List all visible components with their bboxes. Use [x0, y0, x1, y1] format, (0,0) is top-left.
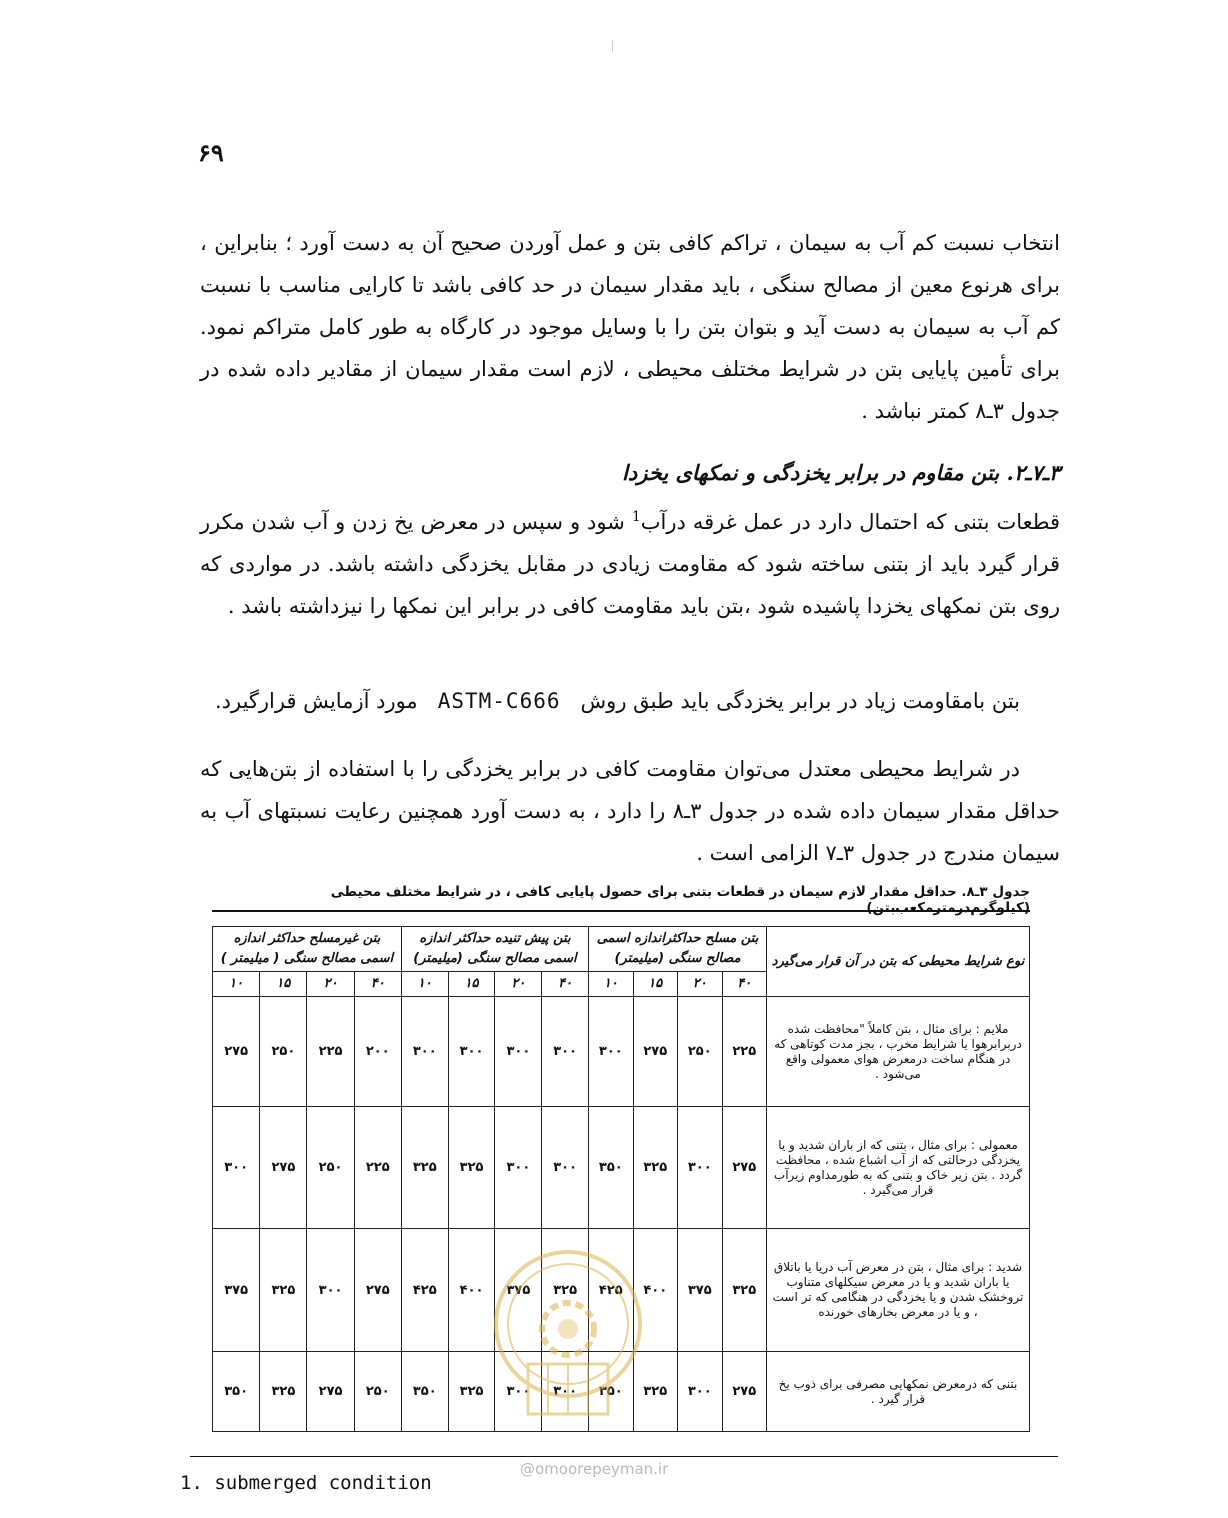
- group-header-plain: بتن غیرمسلح حداکثر اندازه اسمی مصالح سنگی ( میلیمتر ): [213, 927, 402, 972]
- table-cell: ۳۰۰: [542, 1107, 589, 1228]
- paragraph-intro: انتخاب نسبت کم آب به سیمان ، تراکم کافی بتن و عمل آوردن صحیح آن به دست آورد ؛ بنابراین ، برای هرنوع معین از مصالح سنگی ، باید مقدار سیمان در حد کافی باشد تا کارایی مناسب با نسبت کم آب به سیمان به دست آید و بتوان بتن را با وسایل موجود در کارگاه به طور کامل متراکم نمود. برای تأمین پایایی بتن در شرایط مختلف محیطی ، لازم است مقدار سیمان از مقادیر داده شده در جدول ۳ـ۸ کمتر نباشد .: [200, 231, 1060, 423]
- caption-rule: [212, 910, 1030, 912]
- table-cell: ۲۲۵: [354, 1107, 401, 1228]
- table-cell: ۲۷۵: [354, 1228, 401, 1352]
- table-cell: ۳۲۵: [542, 1228, 589, 1352]
- paragraph-astm: [200, 680, 1060, 722]
- top-scan-mark: [612, 40, 613, 52]
- size-header: ۱۵: [260, 972, 307, 997]
- table-cell: ۴۰۰: [633, 1228, 677, 1352]
- table-cell: ۲۷۵: [722, 1107, 766, 1228]
- condition-severe: شدید : برای مثال ، بتن در معرض آب دریا یا باتلاق یا باران شدید و یا در معرض سیکلهای متناوب تروخشک شدن و یا یخزدگی در هنگامی که تر است ، و یا در معرض بخارهای خورنده: [767, 1228, 1030, 1352]
- table-caption: جدول ۳ـ۸. حداقل مقدار لازم سیمان در قطعات بتنی برای حصول پایایی کافی ، در شرایط مختلف محیطی (کیلوگرم‌درمترمکعب‌بتن): [330, 884, 1030, 916]
- table-cell: ۳۵۰: [589, 1352, 633, 1432]
- table-row: [213, 1352, 1030, 1432]
- size-header: ۲۰: [678, 972, 722, 997]
- paragraph-freeze-thaw-part2: شود و سپس در معرض یخ زدن و آب شدن مکرر قرار گیرد باید از بتنی ساخته شود که مقاومت زیادی در مقابل یخزدگی داشته باشد. در مواردی که روی بتن نمکهای یخزدا پاشیده شود ،بتن باید مقاومت کافی در برابر این نمکها را نیزداشته باشد .: [200, 510, 1060, 618]
- footnote-rule: [190, 1456, 1058, 1457]
- size-header: ۱۰: [401, 972, 448, 997]
- cement-requirement-table: [212, 926, 1030, 1432]
- table-cell: ۲۷۵: [633, 997, 677, 1107]
- table-cell: ۳۰۰: [678, 1107, 722, 1228]
- table-cell: ۳۰۰: [448, 997, 495, 1107]
- table-row: [213, 1107, 1030, 1228]
- table-cell: ۴۲۵: [401, 1228, 448, 1352]
- table-cell: ۲۲۵: [722, 997, 766, 1107]
- table-cell: ۳۰۰: [542, 997, 589, 1107]
- table-cell: ۳۵۰: [213, 1352, 260, 1432]
- table-cell: ۳۲۵: [448, 1107, 495, 1228]
- table-cell: ۳۰۰: [213, 1107, 260, 1228]
- table-cell: ۲۲۵: [307, 997, 354, 1107]
- table-cell: ۳۲۵: [448, 1352, 495, 1432]
- astm-code: ASTM-C666: [437, 689, 561, 713]
- table-cell: ۳۲۵: [633, 1352, 677, 1432]
- table-cell: ۲۵۰: [307, 1107, 354, 1228]
- condition-normal: معمولی : برای مثال ، بتنی که از باران شدید و یا یخزدگی درحالتی که از آب اشباع شده ، محافظت گردد . بتن زیر خاک و بتنی که به طورمداوم زیرآب قرار می‌گیرد .: [767, 1107, 1030, 1228]
- condition-header: نوع شرایط محیطی که بتن در آن قرار می‌گیرد: [767, 927, 1030, 997]
- table-cell: ۳۷۵: [678, 1228, 722, 1352]
- table-cell: ۳۰۰: [401, 997, 448, 1107]
- size-header: ۱۰: [213, 972, 260, 997]
- footnote-ref: 1: [631, 509, 641, 525]
- size-header: ۲۰: [307, 972, 354, 997]
- table-cell: ۳۰۰: [495, 997, 542, 1107]
- size-header: ۱۵: [633, 972, 677, 997]
- table-cell: ۳۷۵: [495, 1228, 542, 1352]
- table-cell: ۲۵۰: [354, 1352, 401, 1432]
- size-header: ۴۰: [722, 972, 766, 997]
- table-cell: ۳۲۵: [633, 1107, 677, 1228]
- condition-mild: ملایم : برای مثال ، بتن کاملاً "محافظت شده دربرابرهوا یا شرایط مخرب ، بجز مدت کوتاهی که در هنگام ساخت درمعرض هوای معمولی واقع می‌شود .: [767, 997, 1030, 1107]
- condition-deicing-salts: بتنی که درمعرض نمکهایی مصرفی برای ذوب یخ قرار گیرد .: [767, 1352, 1030, 1432]
- group-header-reinforced: بتن مسلح حداکثراندازه اسمی مصالح سنگی (میلیمتر): [589, 927, 767, 972]
- table-cell: ۳۷۵: [213, 1228, 260, 1352]
- table-cell: ۲۷۵: [260, 1107, 307, 1228]
- page-number: ۶۹: [198, 138, 224, 167]
- table-cell: ۲۷۵: [307, 1352, 354, 1432]
- paragraph-freeze-thaw-part1: قطعات بتنی که احتمال دارد در عمل غرقه درآب: [640, 510, 1061, 534]
- watermark-text: @omoorepeyman.ir: [520, 1460, 669, 1478]
- footnote: 1. submerged condition: [180, 1472, 432, 1494]
- table-cell: ۳۲۵: [722, 1228, 766, 1352]
- table-cell: ۴۲۵: [589, 1228, 633, 1352]
- size-header: ۱۰: [589, 972, 633, 997]
- table-cell: ۳۰۰: [542, 1352, 589, 1432]
- paragraph-astm-part2: مورد آزمایش قرارگیرد.: [214, 689, 418, 713]
- table-cell: ۳۲۵: [401, 1107, 448, 1228]
- table-cell: ۲۰۰: [354, 997, 401, 1107]
- table-cell: ۲۷۵: [213, 997, 260, 1107]
- table-cell: ۳۰۰: [678, 1352, 722, 1432]
- table-row: [213, 997, 1030, 1107]
- paragraph-moderate: در شرایط محیطی معتدل می‌توان مقاومت کافی در برابر یخزدگی را با استفاده از بتن‌هایی که حداقل مقدار سیمان داده شده در جدول ۳ـ۸ را دارد ، به دست آورد همچنین رعایت نسبتهای آب به سیمان مندرج در جدول ۳ـ۷ الزامی است .: [200, 757, 1060, 865]
- table-cell: ۳۲۵: [260, 1228, 307, 1352]
- table-cell: ۳۵۰: [589, 1107, 633, 1228]
- table-cell: ۳۰۰: [589, 997, 633, 1107]
- size-header: ۱۵: [448, 972, 495, 997]
- table-cell: ۳۰۰: [495, 1352, 542, 1432]
- size-header: ۲۰: [495, 972, 542, 997]
- table-row: [213, 1228, 1030, 1352]
- table-cell: ۳۲۵: [260, 1352, 307, 1432]
- size-header: ۴۰: [542, 972, 589, 997]
- table-cell: ۲۵۰: [678, 997, 722, 1107]
- table-cell: ۳۰۰: [307, 1228, 354, 1352]
- table-cell: ۴۰۰: [448, 1228, 495, 1352]
- size-header: ۴۰: [354, 972, 401, 997]
- section-heading: ۳ـ۷ـ۲. بتن مقاوم در برابر یخزدگی و نمکهای یخزدا: [622, 460, 1060, 485]
- paragraph-freeze-thaw: [200, 496, 1060, 627]
- table-cell: ۲۷۵: [722, 1352, 766, 1432]
- table-cell: ۳۰۰: [495, 1107, 542, 1228]
- table-cell: ۳۵۰: [401, 1352, 448, 1432]
- paragraph-astm-part1: بتن بامقاومت زیاد در برابر یخزدگی باید طبق روش: [580, 689, 1020, 713]
- table-cell: ۲۵۰: [260, 997, 307, 1107]
- group-header-prestressed: بتن پیش تنیده حداکثر اندازه اسمی مصالح سنگی (میلیمتر): [401, 927, 588, 972]
